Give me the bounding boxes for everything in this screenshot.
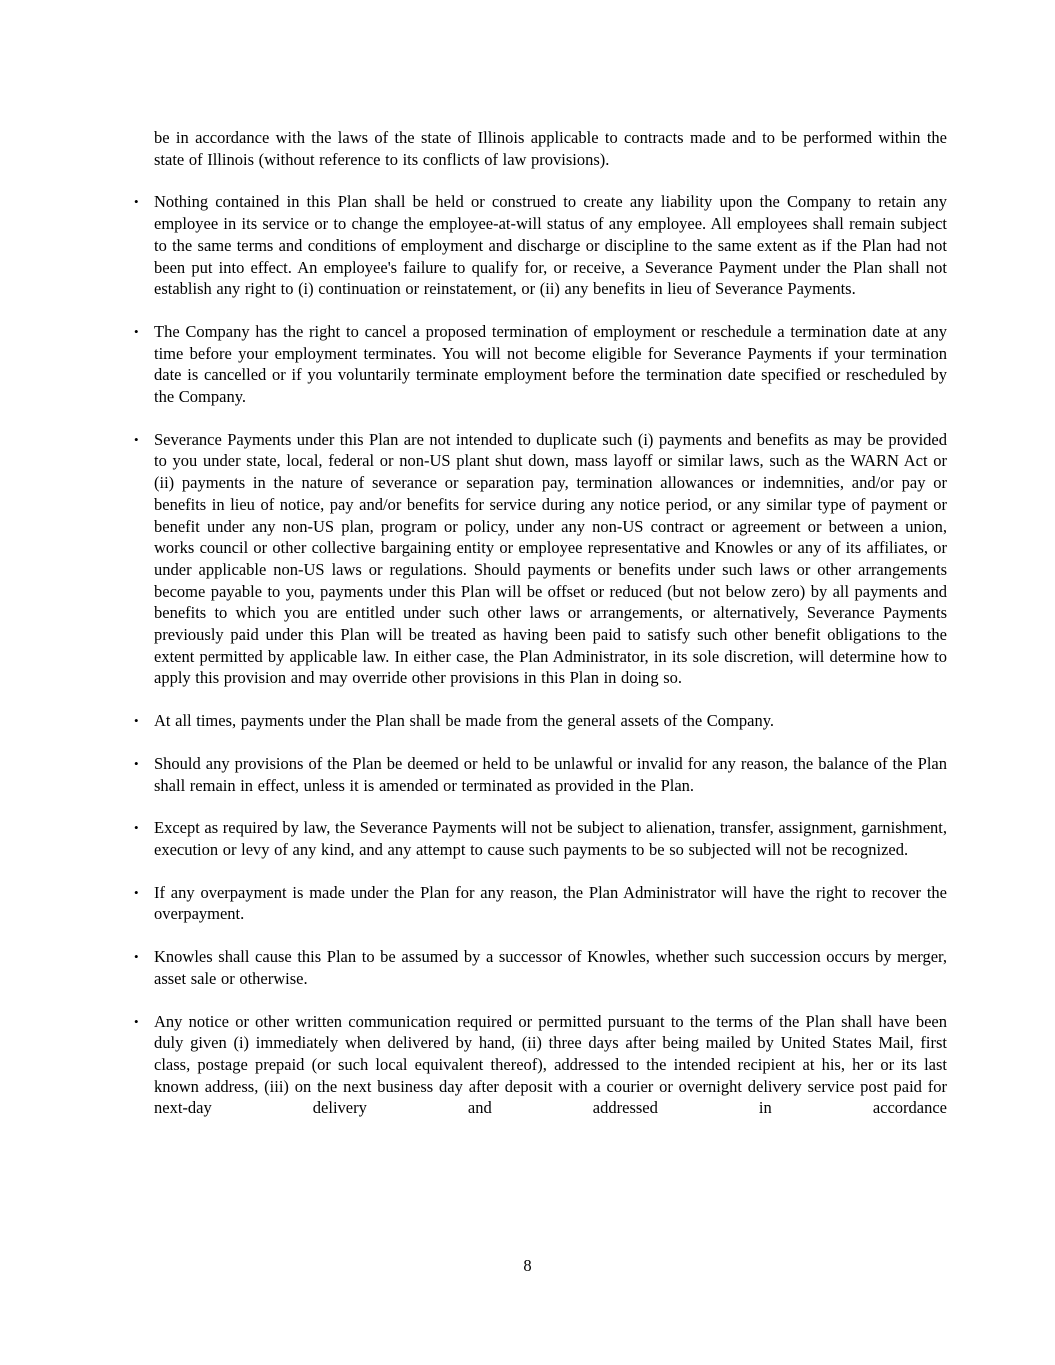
bullet-text: The Company has the right to cancel a proposed termination of employment or reschedule a termination date at any time before your employment terminates. You will not become eligible for Severance Payments if your termination date is cancelled or if you voluntarily terminate employment before the termination date specified or rescheduled by the Company. [154,321,947,407]
bullet-item [134,191,947,300]
bullet-marker-icon: • [134,713,139,729]
bullet-text: Except as required by law, the Severance Payments will not be subject to alienation, transfer, assignment, garnishment, execution or levy of any kind, and any attempt to cause such payments to be so subjected will not be recognized. [154,818,947,859]
bullet-item [134,1011,947,1120]
bullet-marker-icon: • [134,194,139,210]
page-number: 8 [523,1256,532,1275]
bullet-item [134,817,947,860]
document-body [134,127,947,1119]
bullet-marker-icon: • [134,949,139,965]
bullet-marker-icon: • [134,1013,139,1029]
bullet-marker-icon: • [134,431,139,447]
bullet-marker-icon: • [134,755,139,771]
bullet-item [134,882,947,925]
bullet-text: If any overpayment is made under the Plan for any reason, the Plan Administrator will have the right to recover the overpayment. [154,882,947,924]
bullet-marker-icon: • [134,323,139,339]
bullet-text: At all times, payments under the Plan shall be made from the general assets of the Company. [154,711,775,731]
bullet-item [134,946,947,989]
bullet-text: Any notice or other written communication required or permitted pursuant to the terms of the Plan shall have been duly given (i) immediately when delivered by hand, (ii) three days after being mailed by United States Mail, first class, postage prepaid (or such local equivalent thereof), addressed to the intended recipient at his, her or its last known address, (iii) on the next business day after deposit with a courier or overnight delivery service post paid for next-day delivery and addressed in accordance [154,1011,947,1118]
bullet-item [134,753,947,796]
bullet-item [134,321,947,408]
bullet-item [134,710,947,732]
bullet-text: Should any provisions of the Plan be deemed or held to be unlawful or invalid for any reason, the balance of the Plan shall remain in effect, unless it is amended or terminated as provided in the Plan. [154,753,947,795]
bullet-marker-icon: • [134,884,139,900]
bullet-text: Nothing contained in this Plan shall be held or construed to create any liability upon the Company to retain any employee in its service or to change the employee-at-will status of any employee. All employees shall remain subject to the same terms and conditions of employment and discharge or discipline to the same extent as if the Plan had not been put into effect. An employee's failure to qualify for, or receive, a Severance Payment under the Plan shall not establish any right to (i) continuation or reinstatement, or (ii) any benefits in lieu of Severance Payments. [154,192,947,299]
bullet-marker-icon: • [134,820,139,836]
bullet-text: Knowles shall cause this Plan to be assumed by a successor of Knowles, whether such succession occurs by merger, asset sale or otherwise. [154,947,947,988]
continuation-paragraph: be in accordance with the laws of the state of Illinois applicable to contracts made and to be performed within the state of Illinois (without reference to its conflicts of law provisions). [154,128,947,169]
bullet-text: Severance Payments under this Plan are not intended to duplicate such (i) payments and benefits as may be provided to you under state, local, federal or non-US plant shut down, mass layoff or similar laws, such as the WARN Act or (ii) payments in the nature of severance or separation pay, termination allowances or indemnities, and/or pay or benefits in lieu of notice, pay and/or benefits for service during any notice period, or any similar type of payment or benefit under any non-US plan, program or policy, under any non-US contract or agreement or between a union, works council or other collective bargaining entity or employee representative and Knowles or any of its affiliates, or under applicable non-US laws or regulations. Should payments or benefits under such laws or other arrangements become payable to you, payments under this Plan will be offset or reduced (but not below zero) by all payments and benefits to which you are entitled under such other laws or arrangements, or alternatively, Severance Payments previously paid under this Plan will be treated as having been paid to satisfy such other benefit obligations to the extent permitted by applicable law. In either case, the Plan Administrator, in its sole discretion, will determine how to apply this provision and may override other provisions in this Plan in doing so. [154,429,947,688]
bullet-item [134,429,947,689]
